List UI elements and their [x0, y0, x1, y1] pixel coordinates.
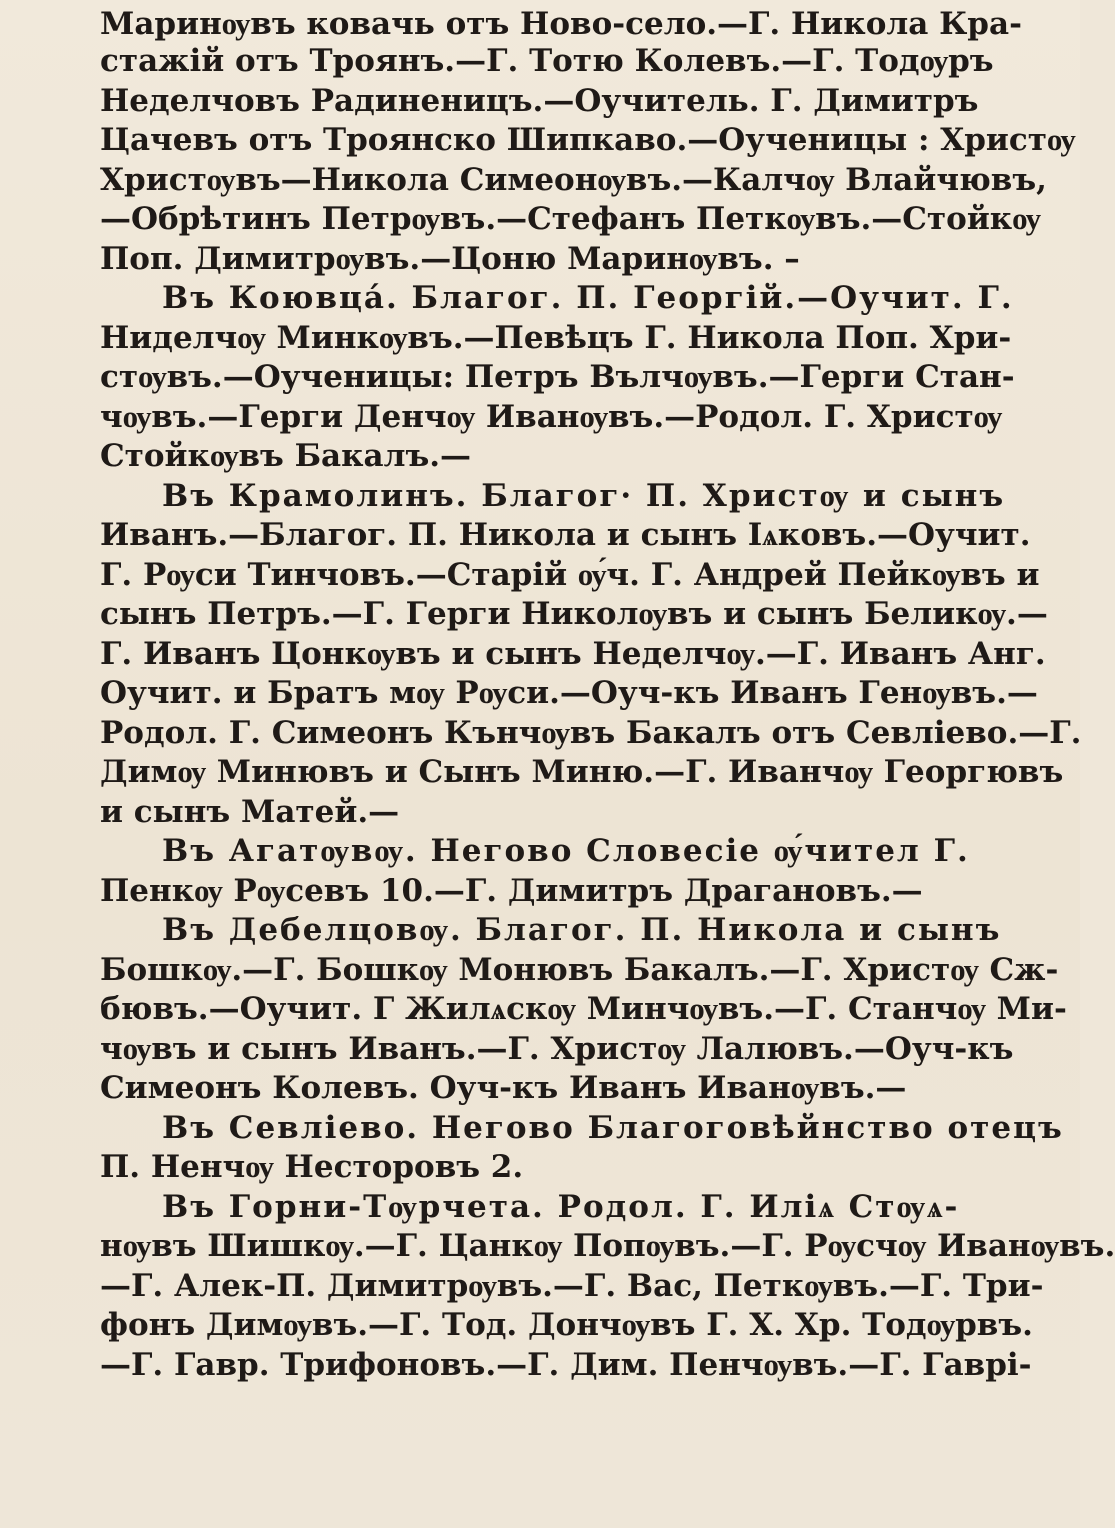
text-line: сынъ Петръ.—Г. Герги Николѹвъ и сынъ Беликѹ.— — [100, 596, 1048, 632]
text-line: чѹвъ.—Герги Денчѹ Иванѹвъ.—Родол. Г. Христѹ — [100, 398, 1003, 435]
text-line: Родол. Г. Симеонъ Кънчѹвъ Бакалъ отъ Севліево.—Г. — [100, 714, 1082, 751]
text-line: Христѹвъ—Никола Симеонѹвъ.—Калчѹ Влайчювъ, — [100, 161, 1047, 198]
text-line: П. Ненчѹ Несторовъ 2. — [100, 1149, 524, 1185]
text-line: —Обрѣтинъ Петрѹвъ.—Стефанъ Петкѹвъ.—Стойкѹ — [100, 201, 1041, 237]
text-line: стажій отъ Троянъ.—Г. Тотю Колевъ.—Г. Тодѹръ — [100, 43, 994, 79]
text-line: Неделчовъ Радиненицъ.—Оучитель. Г. Димитръ — [100, 82, 979, 119]
text-line: Маринѹвъ ковачь отъ Ново-село.—Г. Никола Кра- — [100, 6, 1022, 42]
text-line: —Г. Алек-П. Димитрѹвъ.—Г. Вас, Петкѹвъ.—Г. Три- — [100, 1267, 1044, 1304]
paragraph-start-line: Въ Агатѹвѹ. Негово Словесіе ѹ́чител Г. — [162, 833, 970, 869]
text-line: Г. Рѹси Тинчовъ.—Старій ѹ́ч. Г. Андрей Пейкѹвъ и — [100, 556, 1040, 593]
text-line: Поп. Димитрѹвъ.—Цоню Маринѹвъ. – — [100, 240, 800, 277]
text-line: Г. Иванъ Цонкѹвъ и сынъ Неделчѹ.—Г. Иванъ Анг. — [100, 635, 1046, 672]
text-line: чѹвъ и сынъ Иванъ.—Г. Христѹ Лалювъ.—Оуч-къ — [100, 1030, 1014, 1067]
text-line: бювъ.—Оучит. Г Жилѧскѹ Минчѹвъ.—Г. Станчѹ Ми- — [100, 991, 1067, 1027]
text-line: Оучит. и Братъ мѹ Рѹси.—Оуч-къ Иванъ Генѹвъ.— — [100, 675, 1038, 711]
paragraph-start-line: Въ Крамолинъ. Благог· П. Христѹ и сынъ — [162, 477, 1006, 514]
paragraph-start-line: Въ Севліево. Негово Благоговѣйнство отецъ — [162, 1109, 1064, 1146]
text-line: Бошкѹ.—Г. Бошкѹ Монювъ Бакалъ.—Г. Христѹ Сж- — [100, 951, 1059, 988]
text-line: Цачевъ отъ Троянско Шипкаво.—Оученицы : Христѹ — [100, 122, 1076, 158]
paragraph-start-line: Въ Дебелцовѹ. Благог. П. Никола и сынъ — [162, 912, 1002, 948]
text-line: Симеонъ Колевъ. Оуч-къ Иванъ Иванѹвъ.— — [100, 1070, 907, 1106]
text-line: Иванъ.—Благог. П. Никола и сынъ Іѧковъ.—Оучит. — [100, 517, 1031, 553]
text-line: —Г. Гавр. Трифоновъ.—Г. Дим. Пенчѹвъ.—Г. Гаврі- — [100, 1346, 1032, 1383]
text-line: и сынъ Матей.— — [100, 793, 400, 830]
text-line: Пенкѹ Рѹсевъ 10.—Г. Димитръ Драгановъ.— — [100, 872, 923, 909]
paragraph-start-line: Въ Коювцá. Благог. П. Георгій.—Оучит. Г. — [162, 280, 1014, 316]
text-line: Стойкѹвъ Бакалъ.— — [100, 438, 472, 474]
text-block — [100, 0, 1115, 1385]
text-line: стѹвъ.—Оученицы: Петръ Вълчѹвъ.—Герги Стан- — [100, 359, 1015, 395]
text-line: Ниделчѹ Минкѹвъ.—Певѣцъ Г. Никола Поп. Хри- — [100, 319, 1012, 356]
text-line: Димѹ Минювъ и Сынъ Миню.—Г. Иванчѹ Георгювъ — [100, 754, 1064, 790]
text-line: фонъ Димѹвъ.—Г. Тод. Дончѹвъ Г. Х. Хр. Тодѹрвъ. — [100, 1307, 1033, 1343]
paragraph-start-line: Въ Горни-Тѹрчета. Родол. Г. Иліѧ Стѹѧ- — [162, 1188, 960, 1225]
text-line: нѹвъ Шишкѹ.—Г. Цанкѹ Попѹвъ.—Г. Рѹсчѹ Иванѹвъ. — [100, 1228, 1115, 1264]
